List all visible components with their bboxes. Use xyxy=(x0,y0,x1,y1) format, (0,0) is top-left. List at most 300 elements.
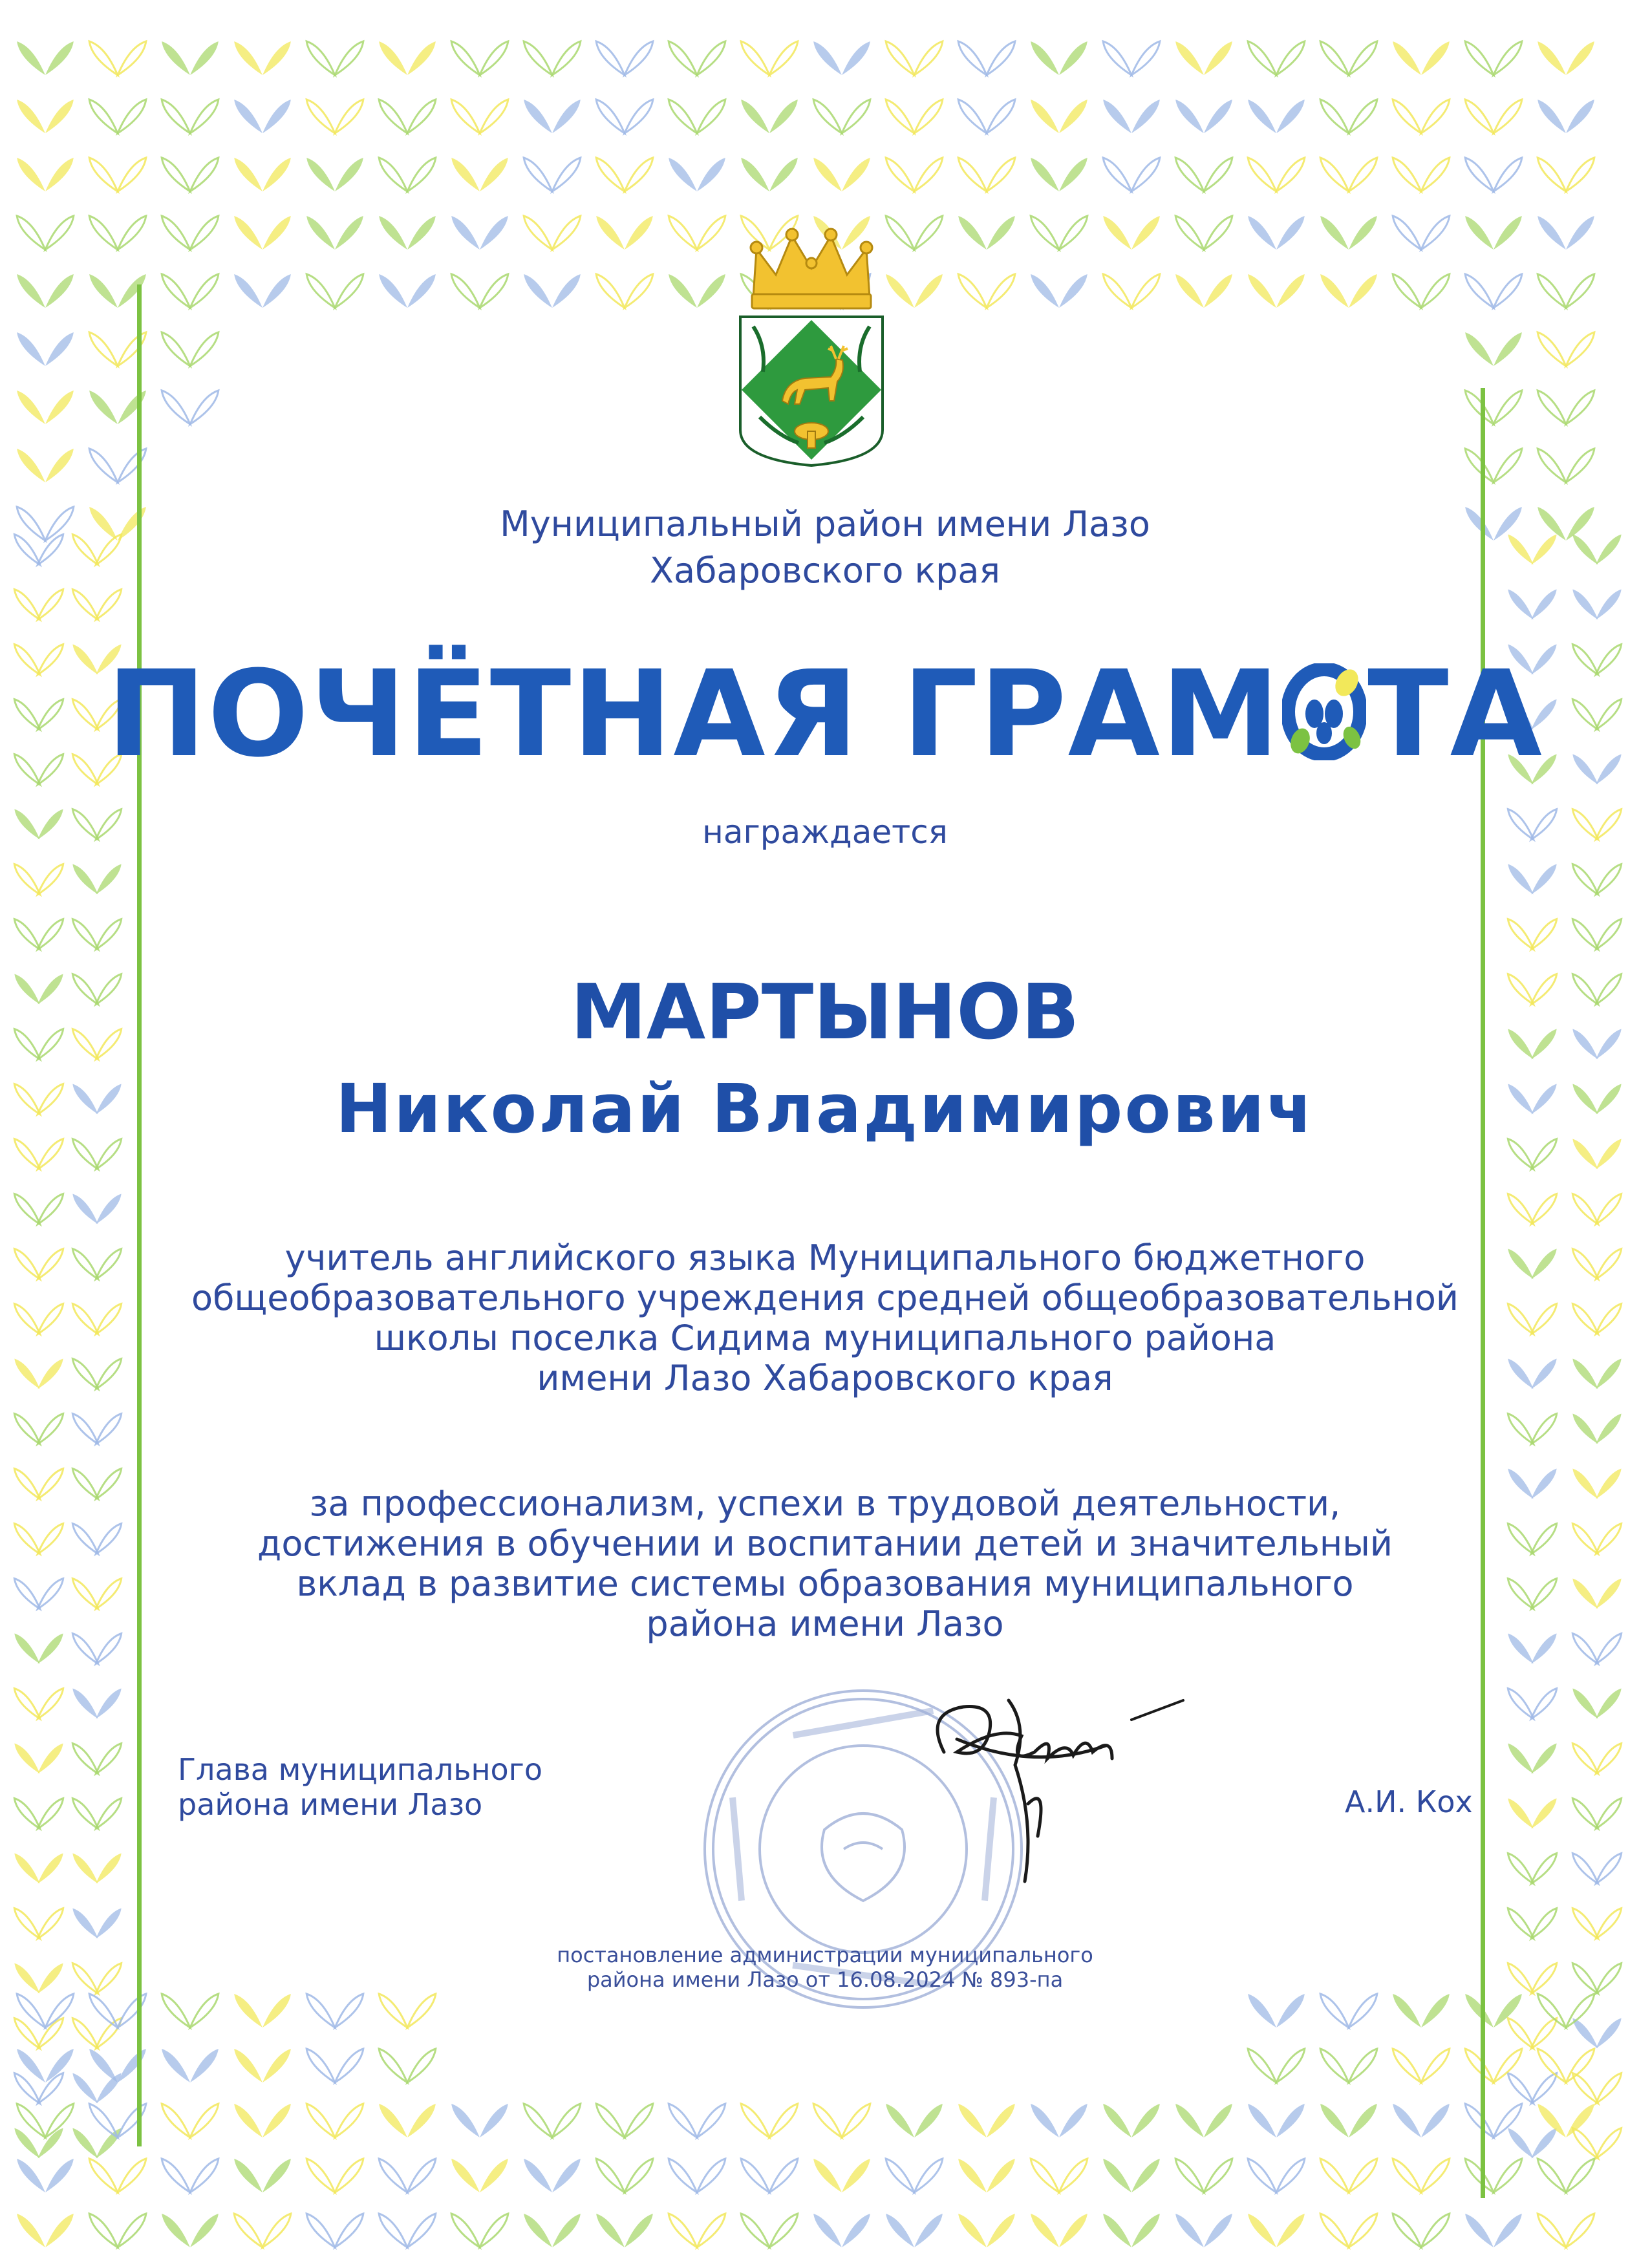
decorative-leaf xyxy=(1593,1411,1625,1447)
decorative-leaf xyxy=(1201,38,1236,78)
decorative-leaf xyxy=(332,155,367,194)
decorative-leaf xyxy=(1056,155,1091,194)
decorative-leaf xyxy=(187,387,222,427)
decorative-leaf xyxy=(376,96,411,136)
decorative-leaf xyxy=(35,1851,67,1887)
decorative-leaf xyxy=(839,96,873,136)
decorative-leaf xyxy=(1027,2210,1062,2250)
decorative-leaf xyxy=(14,1991,48,2030)
decorative-leaf xyxy=(93,862,125,897)
decorative-leaf xyxy=(621,96,656,136)
decorative-leaf xyxy=(665,2156,700,2195)
decorative-leaf xyxy=(1528,2126,1560,2161)
decorative-leaf xyxy=(911,213,946,252)
decorative-leaf xyxy=(70,1192,102,1227)
decorative-leaf xyxy=(1100,38,1135,78)
decorative-leaf xyxy=(1389,1991,1424,2030)
decorative-leaf xyxy=(158,2101,193,2140)
decorative-leaf xyxy=(1563,271,1598,310)
decorative-leaf xyxy=(158,155,193,194)
decorative-leaf xyxy=(114,38,149,78)
decorative-leaf xyxy=(1528,917,1560,952)
decorative-leaf xyxy=(259,2046,294,2085)
decorative-leaf xyxy=(810,2156,845,2195)
decorative-leaf xyxy=(303,96,338,136)
decorative-leaf xyxy=(1128,96,1163,136)
decorative-leaf xyxy=(42,155,77,194)
decorative-leaf xyxy=(12,1356,43,1392)
decorative-leaf xyxy=(158,1991,193,2030)
decorative-leaf xyxy=(1563,2156,1598,2195)
decorative-leaf xyxy=(114,387,149,427)
decorative-leaf xyxy=(14,329,48,369)
decorative-leaf xyxy=(839,38,873,78)
decorative-leaf xyxy=(1273,271,1308,310)
decorative-leaf xyxy=(810,155,845,194)
decorative-leaf xyxy=(549,96,584,136)
decorative-leaf xyxy=(404,155,439,194)
decorative-leaf xyxy=(983,38,1018,78)
decorative-leaf xyxy=(738,38,773,78)
decorative-leaf xyxy=(1027,271,1062,310)
decorative-leaf xyxy=(70,2126,102,2161)
decorative-leaf xyxy=(14,445,48,485)
decorative-leaf xyxy=(86,155,121,194)
decorative-leaf xyxy=(448,155,483,194)
decorative-leaf xyxy=(376,2156,411,2195)
decorative-leaf xyxy=(42,445,77,485)
decorative-leaf xyxy=(883,38,917,78)
title-part-2: ТА xyxy=(1367,645,1543,784)
decorative-leaf xyxy=(1528,1576,1560,1612)
decorative-leaf xyxy=(35,1356,67,1392)
decorative-leaf xyxy=(955,213,990,252)
decorative-leaf xyxy=(1128,155,1163,194)
decorative-leaf xyxy=(1273,38,1308,78)
decorative-leaf xyxy=(1462,2210,1497,2250)
decorative-leaf xyxy=(1128,2156,1163,2195)
decorative-leaf xyxy=(549,2210,584,2250)
decorative-leaf xyxy=(1505,2126,1537,2161)
decorative-leaf xyxy=(1570,1686,1602,1722)
decorative-leaf xyxy=(303,2101,338,2140)
decorative-leaf xyxy=(1100,213,1135,252)
decorative-leaf xyxy=(1563,96,1598,136)
decorative-leaf xyxy=(1528,1796,1560,1832)
coat-of-arms-icon xyxy=(727,223,895,469)
decorative-leaf xyxy=(1528,1631,1560,1667)
decorative-leaf xyxy=(93,1576,125,1612)
decorative-leaf xyxy=(955,155,990,194)
decorative-leaf xyxy=(766,96,801,136)
decorative-leaf xyxy=(1345,1991,1380,2030)
decorative-leaf xyxy=(1534,329,1569,369)
decorative-leaf xyxy=(404,2210,439,2250)
decorative-leaf xyxy=(1563,213,1598,252)
reason-line: вклад в развитие системы образования муниципального xyxy=(296,1563,1354,1604)
decorative-leaf xyxy=(694,271,729,310)
decorative-leaf xyxy=(70,1906,102,1942)
decorative-leaf xyxy=(187,96,222,136)
decorative-leaf xyxy=(35,917,67,952)
decorative-leaf xyxy=(231,2210,266,2250)
reason-line: за профессионализм, успехи в трудовой деятельности, xyxy=(309,1483,1341,1524)
decorative-leaf xyxy=(1172,2156,1207,2195)
decorative-leaf xyxy=(1056,271,1091,310)
decorative-leaf xyxy=(1563,2210,1598,2250)
decorative-leaf xyxy=(1100,96,1135,136)
decorative-leaf xyxy=(1418,155,1453,194)
decorative-leaf xyxy=(520,96,555,136)
decorative-leaf xyxy=(303,213,338,252)
decorative-leaf xyxy=(1593,1796,1625,1832)
decorative-leaf xyxy=(35,1521,67,1557)
decorative-leaf xyxy=(1201,2210,1236,2250)
decorative-leaf xyxy=(376,2210,411,2250)
decorative-leaf xyxy=(332,96,367,136)
decorative-leaf xyxy=(1389,155,1424,194)
decorative-leaf xyxy=(231,2101,266,2140)
decorative-leaf xyxy=(549,2101,584,2140)
decorative-leaf xyxy=(1345,2101,1380,2140)
decorative-leaf xyxy=(231,271,266,310)
decorative-leaf xyxy=(1317,38,1352,78)
decorative-leaf xyxy=(1570,1466,1602,1502)
decorative-leaf xyxy=(1389,213,1424,252)
decorative-leaf xyxy=(1462,1991,1497,2030)
decorative-leaf xyxy=(1027,38,1062,78)
decorative-leaf xyxy=(1593,1631,1625,1667)
decorative-leaf xyxy=(404,2156,439,2195)
decorative-leaf xyxy=(1389,96,1424,136)
decorative-leaf xyxy=(883,2210,917,2250)
decorative-leaf xyxy=(86,2210,121,2250)
decorative-leaf xyxy=(1528,1521,1560,1557)
decorative-leaf xyxy=(376,2046,411,2085)
decorative-leaf xyxy=(883,155,917,194)
decorative-leaf xyxy=(621,213,656,252)
decorative-leaf xyxy=(1273,1991,1308,2030)
decorative-leaf xyxy=(1100,155,1135,194)
decorative-leaf xyxy=(448,96,483,136)
decorative-leaf xyxy=(1534,271,1569,310)
decorative-leaf xyxy=(259,213,294,252)
decorative-leaf xyxy=(158,329,193,369)
decorative-leaf xyxy=(1490,2156,1525,2195)
decorative-leaf xyxy=(766,38,801,78)
decorative-leaf xyxy=(1505,1796,1537,1832)
decorative-leaf xyxy=(1418,2156,1453,2195)
decorative-leaf xyxy=(158,2046,193,2085)
decorative-leaf xyxy=(35,862,67,897)
decorative-leaf xyxy=(1563,155,1598,194)
decorative-leaf xyxy=(766,2101,801,2140)
reason-line: достижения в обучении и воспитании детей и значительный xyxy=(257,1523,1393,1564)
decorative-leaf xyxy=(593,96,628,136)
decorative-leaf xyxy=(158,213,193,252)
decorative-leaf xyxy=(93,1192,125,1227)
decorative-leaf xyxy=(42,2156,77,2195)
decorative-leaf xyxy=(1593,1356,1625,1392)
decorative-leaf xyxy=(42,2046,77,2085)
decorative-leaf xyxy=(1100,2156,1135,2195)
reason-line: района имени Лазо xyxy=(646,1603,1004,1644)
decorative-leaf xyxy=(621,2101,656,2140)
decorative-leaf xyxy=(448,213,483,252)
decorative-leaf xyxy=(93,1741,125,1777)
decorative-leaf xyxy=(1027,2156,1062,2195)
decorative-leaf xyxy=(86,2156,121,2195)
decorative-leaf xyxy=(520,271,555,310)
decorative-leaf xyxy=(448,2156,483,2195)
decorative-leaf xyxy=(1593,2071,1625,2106)
decorative-leaf xyxy=(694,2101,729,2140)
decorative-leaf xyxy=(1317,155,1352,194)
decorative-leaf xyxy=(883,96,917,136)
decorative-leaf xyxy=(1201,2101,1236,2140)
decorative-leaf xyxy=(14,213,48,252)
decorative-leaf xyxy=(93,1686,125,1722)
decorative-leaf xyxy=(1172,38,1207,78)
decorative-leaf xyxy=(35,1906,67,1942)
decorative-leaf xyxy=(448,271,483,310)
decorative-leaf xyxy=(1462,329,1497,369)
decorative-leaf xyxy=(477,213,511,252)
decorative-leaf xyxy=(448,2210,483,2250)
recipient-position xyxy=(97,1238,1553,1398)
decorative-leaf xyxy=(911,2210,946,2250)
decorative-leaf xyxy=(231,1991,266,2030)
decorative-leaf xyxy=(665,38,700,78)
decorative-leaf xyxy=(1172,213,1207,252)
decorative-leaf xyxy=(1593,917,1625,952)
decorative-leaf xyxy=(911,2101,946,2140)
decorative-leaf xyxy=(1418,213,1453,252)
decorative-leaf xyxy=(86,329,121,369)
decorative-leaf xyxy=(1418,271,1453,310)
decorative-leaf xyxy=(35,1686,67,1722)
decorative-leaf xyxy=(1345,2156,1380,2195)
decorative-leaf xyxy=(1245,2046,1280,2085)
decorative-leaf xyxy=(593,38,628,78)
recipient-surname: МАРТЫНОВ xyxy=(570,967,1080,1056)
decree-line-2: района имени Лазо от 16.08.2024 № 893-па xyxy=(586,1967,1064,1992)
decorative-leaf xyxy=(404,38,439,78)
decorative-leaf xyxy=(14,2046,48,2085)
decorative-leaf xyxy=(1593,1521,1625,1557)
decorative-leaf xyxy=(593,2156,628,2195)
decorative-leaf xyxy=(1056,213,1091,252)
decorative-leaf xyxy=(303,2210,338,2250)
decorative-leaf xyxy=(35,2126,67,2161)
decorative-leaf xyxy=(1534,445,1569,485)
decorative-leaf xyxy=(35,1631,67,1667)
decorative-leaf xyxy=(448,2101,483,2140)
decorative-leaf xyxy=(911,271,946,310)
decorative-leaf xyxy=(955,271,990,310)
decorative-leaf xyxy=(1056,2210,1091,2250)
decorative-leaf xyxy=(1201,96,1236,136)
decorative-leaf xyxy=(883,2156,917,2195)
decorative-leaf xyxy=(35,1411,67,1447)
decorative-leaf xyxy=(1418,96,1453,136)
decorative-leaf xyxy=(86,1991,121,2030)
decorative-leaf xyxy=(158,387,193,427)
decorative-leaf xyxy=(1490,2101,1525,2140)
decorative-leaf xyxy=(694,96,729,136)
decorative-leaf xyxy=(231,2046,266,2085)
decorative-leaf xyxy=(593,271,628,310)
decorative-leaf xyxy=(520,213,555,252)
decorative-leaf xyxy=(1056,2101,1091,2140)
decorative-leaf xyxy=(1593,1576,1625,1612)
decorative-leaf xyxy=(766,2210,801,2250)
decorative-leaf xyxy=(593,155,628,194)
position-line: общеобразовательного учреждения средней общеобразовательной xyxy=(191,1278,1459,1318)
decorative-leaf xyxy=(1245,271,1280,310)
decorative-leaf xyxy=(911,38,946,78)
decorative-leaf xyxy=(404,2046,439,2085)
decorative-leaf xyxy=(1245,1991,1280,2030)
decorative-leaf xyxy=(1056,2156,1091,2195)
decorative-leaf xyxy=(549,155,584,194)
decorative-leaf xyxy=(231,213,266,252)
decorative-leaf xyxy=(955,2101,990,2140)
decorative-leaf xyxy=(1534,387,1569,427)
decorative-leaf xyxy=(1528,1411,1560,1447)
decorative-leaf xyxy=(93,1466,125,1502)
decorative-leaf xyxy=(303,271,338,310)
decorative-leaf xyxy=(86,213,121,252)
decorative-leaf xyxy=(187,2101,222,2140)
decorative-leaf xyxy=(1490,2210,1525,2250)
decorative-leaf xyxy=(911,96,946,136)
decorative-leaf xyxy=(694,155,729,194)
signer-title-line-2: района имени Лазо xyxy=(178,1787,483,1822)
decorative-leaf xyxy=(477,2101,511,2140)
signer-title-line-1: Глава муниципального xyxy=(178,1752,542,1787)
decorative-leaf xyxy=(114,96,149,136)
decorative-leaf xyxy=(404,2101,439,2140)
decorative-leaf xyxy=(42,213,77,252)
decorative-leaf xyxy=(1563,38,1598,78)
decorative-leaf xyxy=(1418,38,1453,78)
decorative-leaf xyxy=(12,1851,43,1887)
decorative-leaf xyxy=(231,155,266,194)
decorative-leaf xyxy=(1317,2210,1352,2250)
decorative-leaf xyxy=(593,2101,628,2140)
decorative-leaf xyxy=(1128,38,1163,78)
signer-title xyxy=(178,1752,630,1822)
decorative-leaf xyxy=(1490,2046,1525,2085)
decorative-leaf xyxy=(93,917,125,952)
decorative-leaf xyxy=(187,329,222,369)
decorative-leaf xyxy=(1128,271,1163,310)
decorative-leaf xyxy=(35,1741,67,1777)
decorative-leaf xyxy=(70,1851,102,1887)
decorative-leaf xyxy=(332,38,367,78)
decorative-leaf xyxy=(665,2101,700,2140)
decorative-leaf xyxy=(35,1192,67,1227)
decorative-leaf xyxy=(114,271,149,310)
title-part-1: ПОЧЁТНАЯ ГРАМ xyxy=(107,645,1281,784)
decorative-leaf xyxy=(1418,1991,1453,2030)
decorative-leaf xyxy=(1100,271,1135,310)
decorative-leaf xyxy=(1593,1851,1625,1887)
decorative-leaf xyxy=(1201,213,1236,252)
decorative-leaf xyxy=(259,2156,294,2195)
decorative-leaf xyxy=(1462,2046,1497,2085)
decorative-leaf xyxy=(955,38,990,78)
decorative-leaf xyxy=(1201,2156,1236,2195)
decorative-leaf xyxy=(70,862,102,897)
decorative-leaf xyxy=(1593,1246,1625,1282)
decorative-leaf xyxy=(1245,96,1280,136)
decorative-leaf xyxy=(86,96,121,136)
decorative-leaf xyxy=(1490,1991,1525,2030)
decorative-leaf xyxy=(549,271,584,310)
decorative-leaf xyxy=(911,2156,946,2195)
decorative-leaf xyxy=(520,2101,555,2140)
decorative-leaf xyxy=(187,2210,222,2250)
decorative-leaf xyxy=(86,2046,121,2085)
decorative-leaf xyxy=(332,271,367,310)
decorative-leaf xyxy=(1128,213,1163,252)
decorative-leaf xyxy=(1528,1741,1560,1777)
decorative-leaf xyxy=(1389,38,1424,78)
decorative-leaf xyxy=(1389,2156,1424,2195)
decorative-leaf xyxy=(883,2101,917,2140)
decorative-leaf xyxy=(810,96,845,136)
decorative-leaf xyxy=(42,2210,77,2250)
decorative-leaf xyxy=(1100,2210,1135,2250)
decorative-leaf xyxy=(1027,213,1062,252)
decorative-leaf xyxy=(665,96,700,136)
decorative-leaf xyxy=(42,1991,77,2030)
decorative-leaf xyxy=(1172,271,1207,310)
decorative-leaf xyxy=(1528,1686,1560,1722)
decorative-leaf xyxy=(86,387,121,427)
decorative-leaf xyxy=(549,38,584,78)
decorative-leaf xyxy=(1563,2046,1598,2085)
decorative-leaf xyxy=(911,155,946,194)
decorative-leaf xyxy=(332,2156,367,2195)
decorative-leaf xyxy=(1534,2046,1569,2085)
decorative-leaf xyxy=(1593,1466,1625,1502)
decorative-leaf xyxy=(1245,2210,1280,2250)
decorative-leaf xyxy=(1418,2210,1453,2250)
decorative-leaf xyxy=(1273,2156,1308,2195)
decorative-leaf xyxy=(93,1851,125,1887)
decorative-leaf xyxy=(520,2210,555,2250)
decorative-leaf xyxy=(303,38,338,78)
decorative-leaf xyxy=(1245,2101,1280,2140)
decorative-leaf xyxy=(259,2210,294,2250)
decorative-leaf xyxy=(1317,2046,1352,2085)
decorative-leaf xyxy=(1317,213,1352,252)
decorative-leaf xyxy=(738,2101,773,2140)
decorative-leaf xyxy=(12,1631,43,1667)
decorative-leaf xyxy=(1317,2101,1352,2140)
district-line-1: Муниципальный район имени Лазо xyxy=(500,504,1150,544)
decorative-leaf xyxy=(1528,1466,1560,1502)
decorative-leaf xyxy=(1593,862,1625,897)
decorative-leaf xyxy=(376,213,411,252)
decorative-leaf xyxy=(810,38,845,78)
decorative-leaf xyxy=(1273,2101,1308,2140)
decorative-leaf xyxy=(621,2210,656,2250)
decorative-leaf xyxy=(593,2210,628,2250)
